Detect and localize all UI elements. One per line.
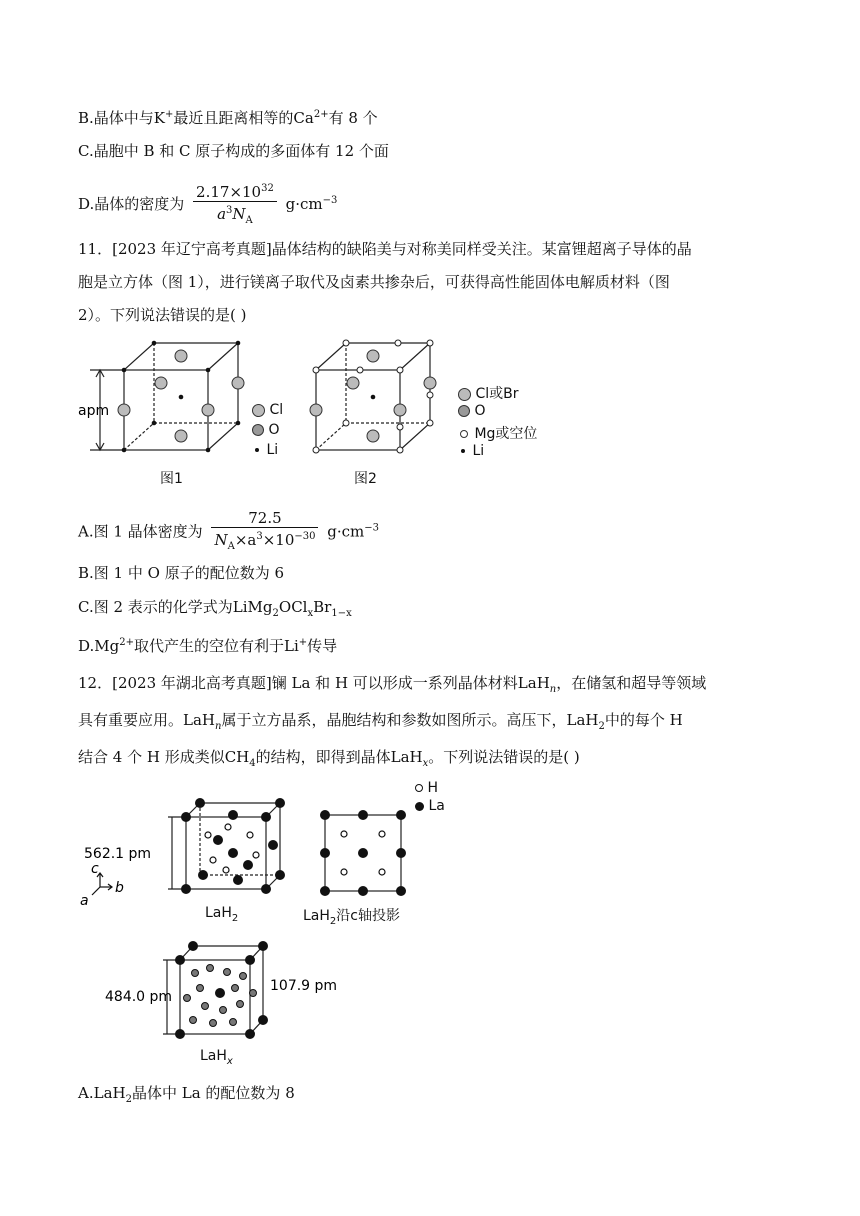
fig2-legend: Cl或Br O Mg或空位 Li: [458, 383, 537, 463]
lahx-dimension1: 484.0 pm: [105, 989, 173, 1005]
q12-lahx-figure: [105, 938, 355, 1046]
svg-text:c: c: [91, 861, 99, 877]
option-b-prev: B.晶体中与K+最近且距离相等的$Ca^{2+}$有 8 个: [78, 109, 378, 127]
q12-option-a: A.LaH$_2$晶体中 La 的配位数为 8: [78, 1084, 295, 1105]
q12-text-line1: 12．[2023 年湖北高考真题]镧 La 和 H 可以形成一系列晶体材料LaH$_n$，在储氢和超导等领域: [78, 674, 707, 695]
lah2-caption: LaH$_2$: [205, 905, 239, 924]
q11-option-c: C.图 2 表示的化学式为$LiMg_2OCl_xBr_{1-x}$: [78, 598, 352, 619]
projection-caption: LaH$_2$沿c轴投影: [303, 908, 400, 927]
q11-option-d: $D.Mg^{2+}$取代产生的空位有利于Li+传导: [78, 637, 338, 655]
lah2-dimension: 562.1 pm: [84, 846, 152, 862]
density-fraction: $\frac{2.17\times 10^{32}}{a^3N_A}$: [193, 180, 277, 230]
q11-text-line2: 胞是立方体（图 1），进行镁离子取代及卤素共掺杂后，可获得高性能固体电解质材料（图: [78, 273, 670, 291]
fig2-caption: 图2: [354, 471, 377, 487]
svg-text:b: b: [115, 880, 124, 896]
svg-text:a: a: [80, 893, 89, 905]
option-d-prev: D.晶体的密度为 $\frac{2.17\times 10^{32}}{a^3N_A}$ $g\cdot cm^{-3}$: [78, 180, 337, 230]
q11-text-line3: 2）。下列说法错误的是( ): [78, 306, 247, 324]
q11-text-line1: 11．[2023 年辽宁高考真题]晶体结构的缺陷美与对称美同样受关注。某富锂超离子导体的晶: [78, 240, 692, 258]
q11-option-a: A.图 1 晶体密度为 $\frac{72.5}{N_A\times a^3\times 10^{-30}}$ $g\cdot cm^{-3}$: [78, 509, 379, 556]
q12-text-line3: 结合 4 个 H 形成类似$CH_4$的结构，即得到晶体LaH$_x$。下列说法错误的是( ): [78, 748, 580, 769]
fig1-dimension: apm: [78, 403, 110, 419]
q12-lah2-figure: [78, 795, 298, 905]
q12-projection-figure: [315, 805, 415, 900]
q11-figure2: [300, 335, 460, 465]
q12-legend: H La: [415, 780, 445, 816]
lahx-caption: LaH$_x$: [200, 1048, 233, 1067]
fig1-legend: Cl O Li: [252, 402, 283, 462]
q12-text-line2: 具有重要应用。LaH$_n$属于立方晶系，晶胞结构和参数如图所示。高压下，LaH$_2$中的每个 H: [78, 711, 683, 732]
q11-option-b: B.图 1 中 O 原子的配位数为 6: [78, 564, 285, 582]
q11-density-fraction: $\frac{72.5}{N_A\times a^3\times 10^{-30}}$: [211, 509, 318, 556]
option-c-prev: C.晶胞中 B 和 C 原子构成的多面体有 12 个面: [78, 142, 389, 160]
fig1-caption: 图1: [160, 471, 183, 487]
lahx-dimension2: 107.9 pm: [270, 978, 338, 994]
